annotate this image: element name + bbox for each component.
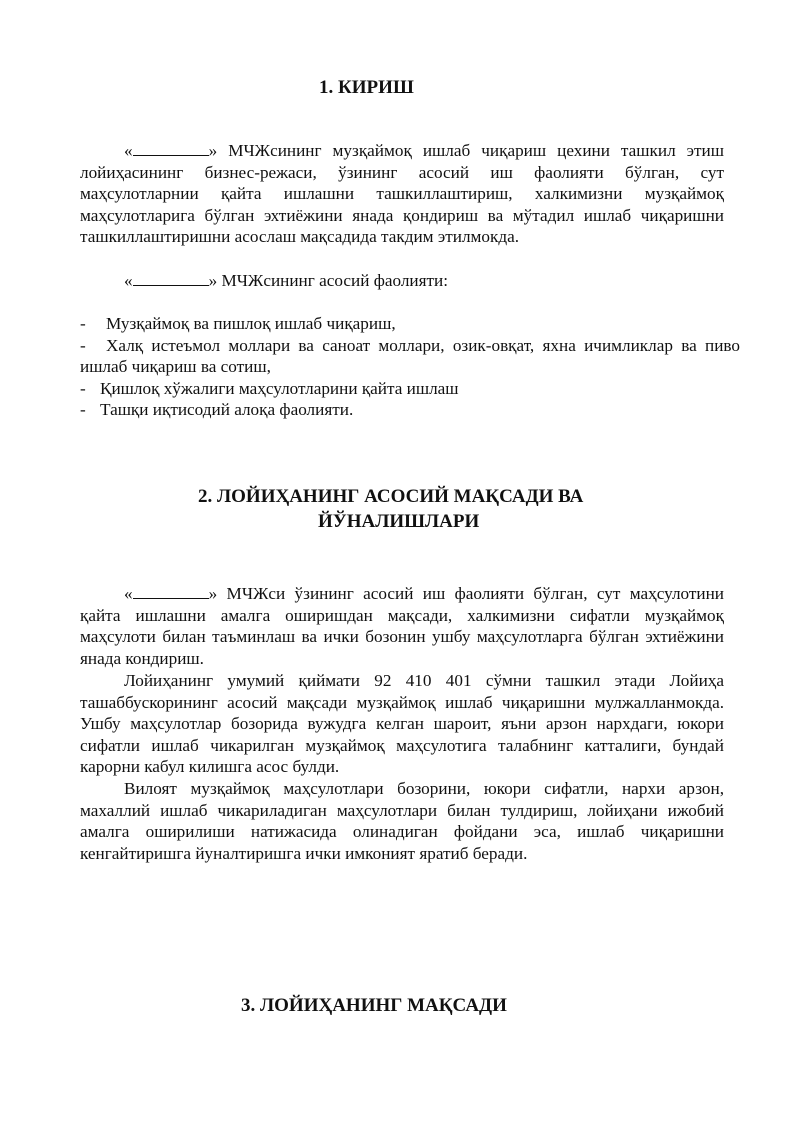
section-1-paragraph-1 <box>80 140 724 248</box>
section-3-heading: 3. ЛОЙИҲАНИНГ МАҚСАДИ <box>241 995 507 1016</box>
section-2-heading-line-2: ЙЎНАЛИШЛАРИ <box>318 511 480 532</box>
list-dash: - <box>80 335 86 355</box>
blank-underline <box>133 141 209 156</box>
list-dash: - <box>80 378 86 398</box>
section-2-paragraph-1 <box>80 583 724 669</box>
quote-open: « <box>124 141 133 160</box>
section-2-paragraph-3 <box>80 778 724 864</box>
list-item-text: Музқаймоқ ва пишлоқ ишлаб чиқариш, <box>106 314 396 333</box>
list-item-text: Халқ истеъмол моллари ва саноат моллари, озик-овқат, яхна ичимликлар ва пиво ишлаб чиқариш ва сотиш, <box>80 335 740 377</box>
list-item <box>80 313 740 335</box>
activity-list <box>80 313 740 421</box>
blank-underline <box>133 271 209 286</box>
list-dash: - <box>80 400 86 420</box>
section-1-heading: 1. КИРИШ <box>319 77 414 98</box>
paragraph-text: Вилоят музқаймоқ маҳсулотлари бозорини, юкори сифатли, нархи арзон, махаллий ишлаб чикариладиган маҳсулотлари билан тулдириш, лойиҳани ижобий амалга оширилиши натижасида олинадиган фойдани эса, ишлаб чиқаришни кенгайтиришга йуналтиришга ички имконият яратиб беради. <box>80 779 724 863</box>
section-1-paragraph-2 <box>124 270 448 292</box>
blank-underline <box>133 584 209 599</box>
paragraph-text: » МЧЖси ўзининг асосий иш фаолияти бўлган, сут маҳсулотини қайта ишлашни амалга оширишдан мақсади, халкимизни сифатли музқаймоқ маҳсулоти билан таъминлаш ва ички бозонин ушбу маҳсулотларга бўлган эхтиёжини янада кондириш. <box>80 584 724 668</box>
section-2-heading-line-1: 2. ЛОЙИҲАНИНГ АСОСИЙ МАҚСАДИ ВА <box>198 486 584 507</box>
paragraph-text: » МЧЖсининг музқаймоқ ишлаб чиқариш цехини ташкил этиш лойиҳасининг бизнес-режаси, ўзининг асосий иш фаолияти бўлган, сут маҳсулотларнии қайта ишлашни ташкиллаштириш, халкимизни музқаймоқ маҳсулотларига бўлган эхтиёжини янада қондириш ва мўтадил ишлаб чиқаришни ташкиллаштиришни асослаш мақсадида такдим этилмокда. <box>80 141 724 247</box>
list-dash: - <box>80 314 86 333</box>
quote-open: « <box>124 271 133 290</box>
list-item <box>80 335 740 378</box>
paragraph-text: Лойиҳанинг умумий қиймати 92 410 401 сўмни ташкил этади Лойиҳа ташаббускорининг асосий мақсади музқаймоқ ишлаб чиқаришни мулжалланмокда. Ушбу маҳсулотлар бозорида вужудга келган шароит, яъни арзон нархдаги, юкори сифатли ишлаб чикарилган музқаймоқ маҳсулотига талабнинг катталиги, бундай карорни кабул килишга асос булди. <box>80 671 724 777</box>
list-item <box>80 399 740 421</box>
list-item <box>80 378 740 400</box>
section-2-paragraph-2 <box>80 670 724 778</box>
list-item-text: Ташқи иқтисодий алоқа фаолияти. <box>100 400 354 420</box>
quote-open: « <box>124 584 133 603</box>
paragraph-text: » МЧЖсининг асосий фаолияти: <box>208 271 449 290</box>
list-item-text: Қишлоқ хўжалиги маҳсулотларини қайта ишлаш <box>100 378 459 398</box>
